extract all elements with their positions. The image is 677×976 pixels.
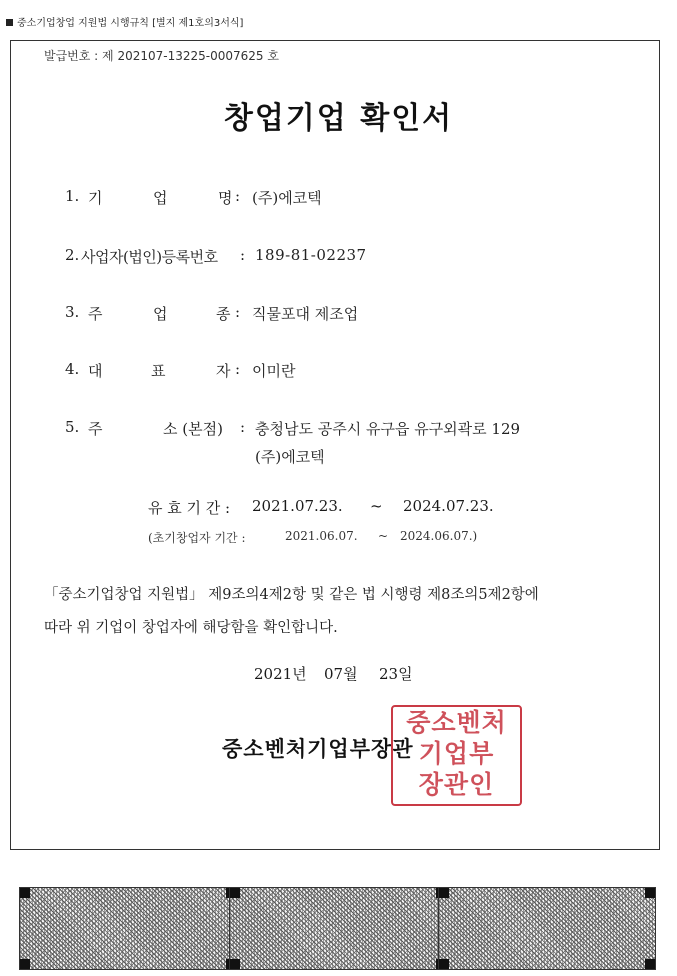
field-colon: : <box>235 360 241 378</box>
qr-corner-mark <box>20 959 30 969</box>
field-value-line2: (주)에코텍 <box>255 448 325 466</box>
field-value: 이미란 <box>252 362 296 380</box>
initial-period-start: 2021.06.07. <box>285 529 358 543</box>
field-label-char: 업 <box>153 305 168 323</box>
field-colon: : <box>240 418 246 436</box>
issuer-name: 중소벤처기업부장관 <box>222 737 414 761</box>
qr-corner-mark <box>439 959 449 969</box>
qr-corner-mark <box>20 888 30 898</box>
qr-corner-mark <box>645 959 655 969</box>
field-label-char: 자 <box>216 362 231 380</box>
validity-end: 2024.07.23. <box>403 497 494 515</box>
field-value: (주)에코텍 <box>252 189 322 207</box>
field-number: 1. <box>65 187 80 205</box>
field-label-char: 표 <box>151 362 166 380</box>
field-value: 충청남도 공주시 유구읍 유구외곽로 129 <box>255 420 521 438</box>
square-bullet-icon <box>6 19 13 26</box>
field-label-char: 주 <box>88 305 103 323</box>
certificate-frame <box>10 40 660 850</box>
field-label-char: 종 <box>216 305 231 323</box>
initial-period-end: 2024.06.07.) <box>400 529 478 543</box>
initial-period-label: (초기창업자 기간 : <box>148 531 246 545</box>
field-number: 5. <box>65 418 80 436</box>
validity-start: 2021.07.23. <box>252 497 343 515</box>
page-title: 창업기업 확인서 <box>223 101 454 136</box>
qr-corner-mark <box>230 959 240 969</box>
form-reference-note <box>6 14 243 29</box>
field-number: 4. <box>65 360 80 378</box>
certification-text-line1: 「중소기업창업 지원법」 제9조의4제2항 및 같은 법 시행령 제8조의5제2항에 <box>44 587 539 603</box>
field-colon: : <box>235 303 241 321</box>
qr-code-3 <box>438 887 656 970</box>
qr-corner-mark <box>645 888 655 898</box>
field-value: 189-81-02237 <box>255 246 367 264</box>
qr-code-2 <box>229 887 447 970</box>
field-number: 2. <box>65 246 80 264</box>
qr-corner-mark <box>439 888 449 898</box>
issue-day: 23일 <box>379 665 413 683</box>
field-colon: : <box>240 246 246 264</box>
field-label-char: 기 <box>88 189 103 207</box>
field-label-char: 대 <box>88 362 103 380</box>
field-label: 사업자(법인)등록번호 <box>81 248 218 266</box>
certification-text-line2: 따라 위 기업이 창업자에 해당함을 확인합니다. <box>44 620 338 636</box>
issue-year: 2021년 <box>254 665 307 683</box>
seal-line: 장관인 <box>418 770 495 799</box>
qr-corner-mark <box>230 888 240 898</box>
seal-line: 기업부 <box>418 739 495 768</box>
initial-period-tilde: ~ <box>378 529 389 543</box>
field-colon: : <box>235 187 241 205</box>
validity-label: 유 효 기 간 : <box>148 499 231 517</box>
field-label-char: 명 <box>218 189 233 207</box>
field-label-char: 업 <box>153 189 168 207</box>
qr-code-1 <box>19 887 237 970</box>
validity-tilde: ~ <box>370 497 383 515</box>
issue-month: 07월 <box>324 665 358 683</box>
form-reference-text: 중소기업창업 지원법 시행규칙 [별지 제1호의3서식] <box>17 18 244 29</box>
official-seal-text <box>391 707 522 800</box>
seal-line: 중소벤처 <box>406 708 507 737</box>
issue-number: 발급번호 : 제 202107-13225-0007625 호 <box>44 49 279 63</box>
field-label-char: 소 (본점) <box>163 420 223 438</box>
field-value: 직물포대 제조업 <box>252 305 359 323</box>
field-number: 3. <box>65 303 80 321</box>
field-label-char: 주 <box>88 420 103 438</box>
